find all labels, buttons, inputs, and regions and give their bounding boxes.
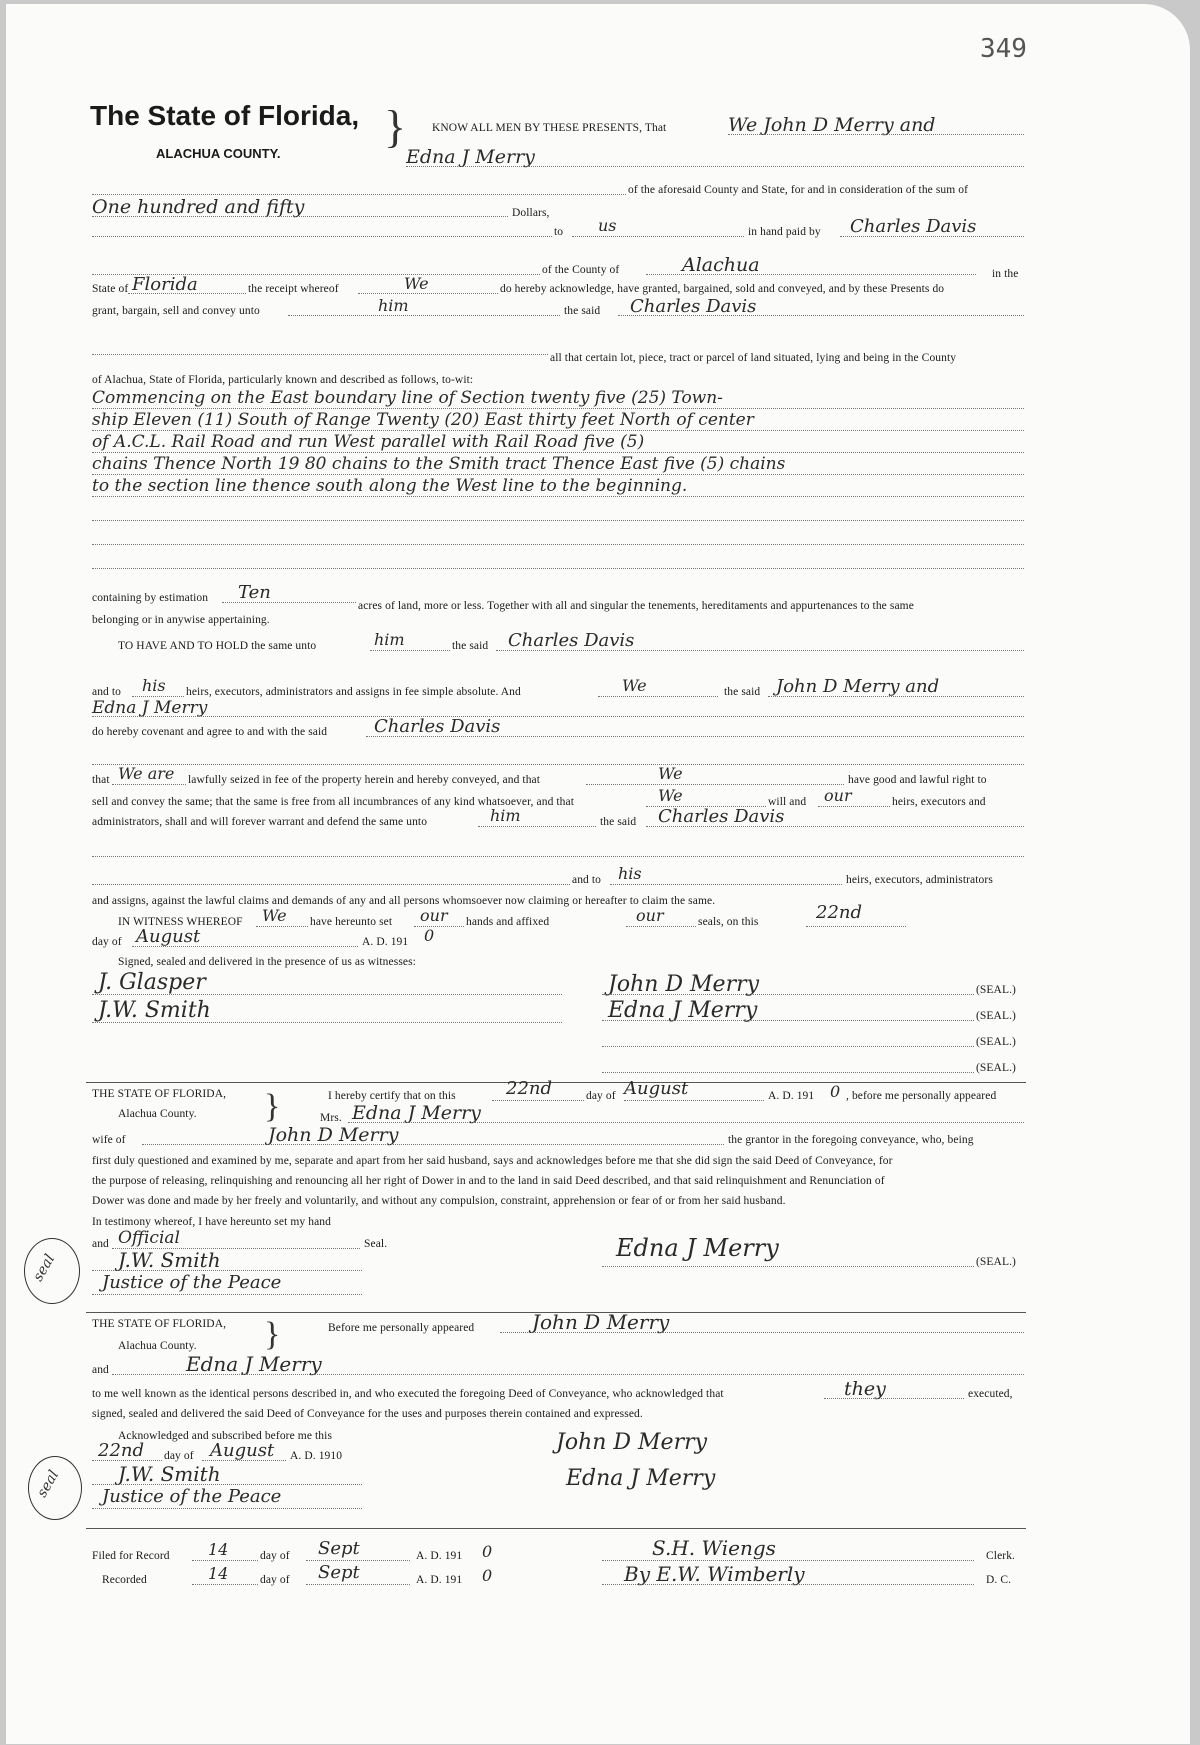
in-witness-text: IN WITNESS WHEREOF: [118, 916, 243, 928]
certify-day-handwriting: 22nd: [506, 1078, 553, 1099]
have-said-handwriting: Charles Davis: [508, 630, 635, 651]
witness-handwriting: We: [262, 906, 287, 925]
sell-handwriting: We: [658, 786, 683, 805]
signed-text: Signed, sealed and delivered in the presence of us as witnesses:: [118, 956, 416, 968]
seals-text: seals, on this: [698, 916, 759, 928]
seal-label-4: (SEAL.): [976, 1062, 1016, 1074]
official-handwriting: Official: [118, 1228, 180, 1248]
recorded-year-handwriting: 0: [482, 1566, 493, 1585]
mrs-text: Mrs.: [320, 1112, 342, 1124]
heirs-exec-text: heirs, executors and: [892, 796, 986, 808]
ack-month-handwriting: August: [210, 1440, 275, 1461]
said4-handwriting: Charles Davis: [658, 806, 785, 827]
description-line-2: ship Eleven (11) South of Range Twenty (20) East thirty feet North of center: [92, 410, 754, 430]
grantors-handwriting: We John D Merry and: [728, 114, 936, 136]
filed-day-handwriting: 14: [208, 1540, 229, 1559]
signature-2: Edna J Merry: [608, 998, 758, 1023]
certify-day-of: day of: [586, 1090, 616, 1102]
certificate-state: THE STATE OF FLORIDA,: [92, 1088, 227, 1100]
to-have-text: TO HAVE AND TO HOLD the same unto: [118, 640, 317, 652]
recorded-ad: A. D. 191: [416, 1574, 463, 1586]
aforesaid-text: of the aforesaid County and State, for and in consideration of the sum of: [628, 184, 969, 196]
sell-convey-text: sell and convey the same; that the same is free from all incumbrances of any kind whatsoever, and that: [92, 796, 575, 808]
deputy-clerk-label: D. C.: [986, 1574, 1012, 1586]
ack-ad: A. D. 1910: [290, 1450, 343, 1462]
ack-before-handwriting: John D Merry: [532, 1310, 670, 1334]
seal-word-text: Seal.: [364, 1238, 388, 1250]
deed-page: [6, 4, 1190, 1744]
seized-text: lawfully seized in fee of the property herein and hereby conveyed, and that: [188, 774, 541, 786]
description-line-1: Commencing on the East boundary line of Section twenty five (25) Town-: [92, 388, 723, 408]
ack-executed-text: executed,: [968, 1388, 1013, 1400]
seized-handwriting: We: [658, 764, 683, 783]
to-handwriting: us: [598, 216, 617, 235]
ack-jp-title: Justice of the Peace: [102, 1486, 282, 1507]
said3-handwriting: John D Merry and: [776, 676, 940, 697]
receipt-text: the receipt whereof: [248, 283, 339, 295]
will-handwriting: our: [824, 786, 852, 805]
grant-unto-text: grant, bargain, sell and convey unto: [92, 305, 260, 317]
recorded-month-handwriting: Sept: [318, 1562, 360, 1583]
certificate-and-text: and: [92, 1238, 109, 1250]
and-handwriting: We: [622, 676, 647, 695]
certify-month-handwriting: August: [624, 1078, 689, 1099]
page-number: 349: [980, 34, 1027, 64]
filed-ad: A. D. 191: [416, 1550, 463, 1562]
certificate-jp-name: J.W. Smith: [118, 1248, 221, 1272]
filed-month-handwriting: Sept: [318, 1538, 360, 1559]
in-the-text: in the: [992, 268, 1019, 280]
admin-handwriting: him: [490, 806, 521, 825]
witness-2-signature: J.W. Smith: [98, 998, 211, 1023]
heirs-fee-text: heirs, executors, administrators and assigns in fee simple absolute. And: [186, 686, 521, 698]
andto2-handwriting: his: [618, 864, 642, 883]
county-handwriting: Alachua: [682, 254, 760, 276]
unto-handwriting: him: [378, 296, 409, 315]
certificate-seal-label: (SEAL.): [976, 1256, 1016, 1268]
recorded-day-of: day of: [260, 1574, 290, 1586]
seal-label-3: (SEAL.): [976, 1036, 1016, 1048]
acknowledge-text: do hereby acknowledge, have granted, bargained, sold and conveyed, and by these Presents do: [500, 283, 945, 295]
description-line-3: of A.C.L. Rail Road and run West parallel with Rail Road five (5): [92, 432, 645, 452]
certify-year-handwriting: 0: [830, 1082, 841, 1101]
acres-text: acres of land, more or less. Together with all and singular the tenements, hereditaments and appurtenances to the same: [358, 600, 914, 612]
county-heading: ALACHUA COUNTY.: [156, 146, 281, 161]
witness-1-signature: J. Glasper: [98, 970, 206, 995]
description-line-5: to the section line thence south along the West line to the beginning.: [92, 476, 688, 496]
ack-seal-word: seal: [34, 1467, 63, 1501]
assigns-text: and assigns, against the lawful claims and demands of any and all persons whomsoever now claiming or hereafter to claim the same.: [92, 895, 716, 907]
header-brace: }: [384, 101, 407, 152]
description-line-4: chains Thence North 19 80 chains to the Smith tract Thence East five (5) chains: [92, 454, 786, 474]
month-handwriting: August: [136, 926, 201, 947]
ack-before-text: Before me personally appeared: [328, 1322, 475, 1334]
before-me-text: , before me personally appeared: [846, 1090, 997, 1102]
the-said-text: the said: [564, 305, 601, 317]
the-said-2-text: the said: [452, 640, 489, 652]
good-right-text: have good and lawful right to: [848, 774, 987, 786]
heirs-exec-2-text: heirs, executors, administrators: [846, 874, 993, 886]
mrs-handwriting: Edna J Merry: [352, 1102, 481, 1124]
administrators-text: administrators, shall and will forever warrant and defend the same unto: [92, 816, 428, 828]
ad-text: A. D. 191: [362, 936, 409, 948]
deputy-clerk-signature: By E.W. Wimberly: [624, 1562, 805, 1586]
dollars-text: Dollars,: [512, 207, 550, 219]
of-county-text: of the County of: [542, 264, 620, 276]
certificate-county: Alachua County.: [118, 1108, 197, 1120]
recorded-day-handwriting: 14: [208, 1564, 229, 1583]
filed-text: Filed for Record: [92, 1550, 170, 1562]
day-of-text: day of: [92, 936, 122, 948]
ack-p2: signed, sealed and delivered the said Deed of Conveyance for the uses and purposes therein contained and expressed.: [92, 1408, 643, 1420]
seal-label-2: (SEAL.): [976, 1010, 1016, 1022]
certificate-signature: Edna J Merry: [616, 1234, 779, 1262]
that-handwriting: We are: [118, 764, 175, 783]
certify-ad: A. D. 191: [768, 1090, 815, 1102]
covenant-handwriting: Charles Davis: [374, 716, 501, 737]
ack-state: THE STATE OF FLORIDA,: [92, 1318, 227, 1330]
andto-handwriting: his: [142, 676, 166, 695]
certify-text: I hereby certify that on this: [328, 1090, 456, 1102]
filed-year-handwriting: 0: [482, 1542, 493, 1561]
have-hereunto-text: have hereunto set: [310, 916, 393, 928]
in-hand-paid-text: in hand paid by: [748, 226, 821, 238]
grantors-handwriting-2: Edna J Merry: [406, 146, 535, 168]
said3-handwriting-2: Edna J Merry: [92, 698, 208, 718]
document-title: The State of Florida,: [90, 100, 360, 131]
day-handwriting: 22nd: [816, 902, 863, 923]
ack-and-text: and: [92, 1364, 109, 1376]
ack-p1-handwriting: they: [844, 1378, 886, 1400]
ack-county: Alachua County.: [118, 1340, 197, 1352]
of-alachua-text: of Alachua, State of Florida, particularly known and described as follows, to-wit:: [92, 374, 474, 386]
the-said-3-text: the said: [724, 686, 761, 698]
signature-1: John D Merry: [608, 972, 760, 997]
to-text: to: [554, 226, 564, 238]
wife-handwriting: John D Merry: [268, 1124, 399, 1146]
and-to-2-text: and to: [572, 874, 602, 886]
ack-day-of: day of: [164, 1450, 194, 1462]
seal-label-1: (SEAL.): [976, 984, 1016, 996]
receipt-handwriting: We: [404, 274, 429, 293]
filed-day-of: day of: [260, 1550, 290, 1562]
ack-acknowledged-text: Acknowledged and subscribed before me this: [118, 1430, 333, 1442]
have-handwriting: him: [374, 630, 405, 649]
certificate-p2: the purpose of releasing, relinquishing and renouncing all her right of Dower in and to the land in said Deed described, and that said relinquishment and Renunciation of: [92, 1175, 885, 1187]
and-to-text: and to: [92, 686, 122, 698]
grantee-handwriting: Charles Davis: [850, 216, 977, 237]
state-of-text: State of: [92, 283, 129, 295]
set-handwriting: our: [420, 906, 448, 925]
ack-jp-name: J.W. Smith: [118, 1462, 221, 1486]
grantor-text: the grantor in the foregoing conveyance, who, being: [728, 1134, 974, 1146]
containing-text: containing by estimation: [92, 592, 209, 604]
ack-day-handwriting: 22nd: [98, 1440, 145, 1461]
state-handwriting: Florida: [132, 274, 198, 295]
all-that-text: all that certain lot, piece, tract or parcel of land situated, lying and being in the County: [550, 352, 957, 364]
ack-and-handwriting: Edna J Merry: [186, 1352, 322, 1376]
ack-signature-2: Edna J Merry: [566, 1466, 716, 1491]
the-said-4-text: the said: [600, 816, 637, 828]
amount-handwriting: One hundred and fifty: [92, 196, 305, 218]
clerk-signature: S.H. Wiengs: [652, 1536, 776, 1560]
wife-of-text: wife of: [92, 1134, 126, 1146]
certificate-p1: first duly questioned and examined by me, separate and apart from her said husband, says and acknowledges before me that she did sign the said Deed of Conveyance, for: [92, 1155, 893, 1167]
certificate-seal-word: seal: [30, 1251, 59, 1285]
that-text: that: [92, 774, 110, 786]
year-handwriting: 0: [424, 926, 435, 945]
hands-text: hands and affixed: [466, 916, 550, 928]
covenant-text: do hereby covenant and agree to and with the said: [92, 726, 328, 738]
certificate-brace: }: [264, 1088, 281, 1125]
ack-brace: }: [264, 1316, 281, 1353]
testimony-text: In testimony whereof, I have hereunto set my hand: [92, 1216, 331, 1228]
will-and-text: will and: [768, 796, 807, 808]
certificate-p3: Dower was done and made by her freely and voluntarily, and without any compulsion, constraint, apprehension or fear of or from her said husband.: [92, 1195, 786, 1207]
ack-signature-1: John D Merry: [556, 1430, 708, 1455]
affixed-handwriting: our: [636, 906, 664, 925]
clerk-label: Clerk.: [986, 1550, 1016, 1562]
certificate-jp-title: Justice of the Peace: [102, 1272, 282, 1293]
belonging-text: belonging or in anywise appertaining.: [92, 614, 270, 626]
said-handwriting: Charles Davis: [630, 296, 757, 317]
acres-handwriting: Ten: [238, 582, 271, 603]
ack-p1: to me well known as the identical persons described in, and who executed the foregoing Deed of Conveyance, who acknowledged that: [92, 1388, 724, 1400]
know-all-text: KNOW ALL MEN BY THESE PRESENTS, That: [432, 122, 667, 134]
recorded-text: Recorded: [102, 1574, 147, 1586]
